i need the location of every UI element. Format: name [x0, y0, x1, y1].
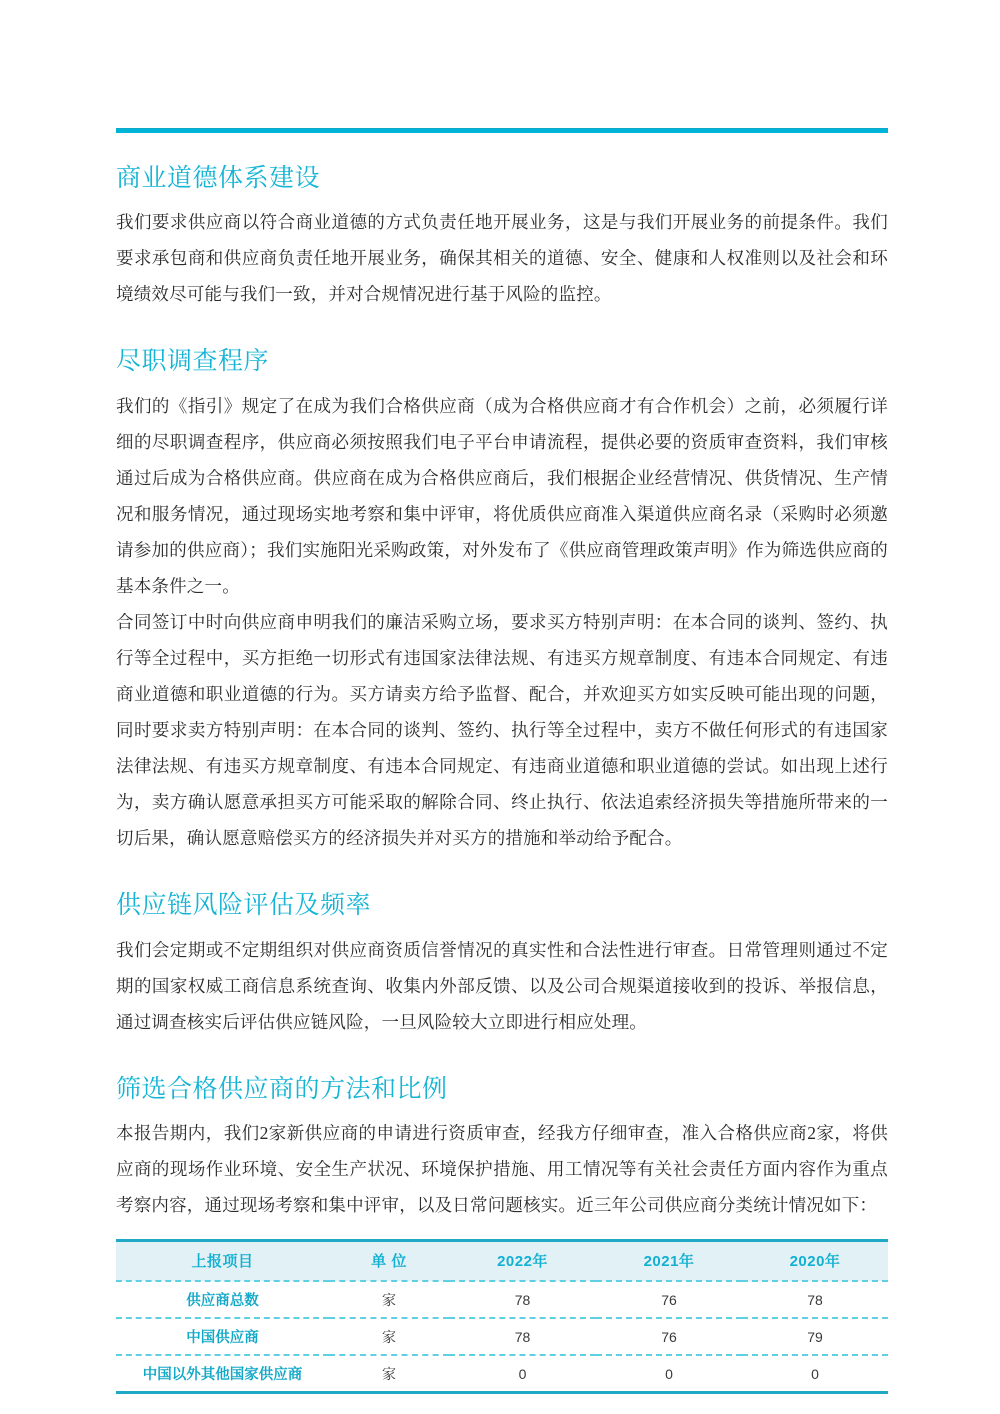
header-divider-rule: [116, 128, 888, 133]
supplier-statistics-table: [116, 1239, 888, 1394]
section-heading: 商业道德体系建设: [116, 164, 321, 192]
section-heading: 尽职调查程序: [116, 347, 270, 376]
section-paragraph: 本报告期内，我们2家新供应商的申请进行资质审查，经我方仔细审查，准入合格供应商2家，将供应商的现场作业环境、安全生产状况、环境保护措施、用工情况等有关社会责任方面内容作为重点考察内容，通过现场考察和集中评审，以及日常问题核实。近三年公司供应商分类统计情况如下：: [116, 1122, 888, 1215]
table-cell-2022: 78: [449, 1318, 596, 1355]
supplier-statistics-table-wrapper: [116, 1239, 888, 1394]
table-cell-2021: 76: [596, 1318, 742, 1355]
table-cell-2020: 79: [742, 1318, 888, 1355]
section-supplier-screening: [116, 1074, 888, 1394]
table-header-2022: 2022年: [449, 1241, 596, 1282]
table-cell-2020: 78: [742, 1281, 888, 1318]
page-content: [116, 128, 888, 1394]
table-cell-unit: 家: [329, 1318, 449, 1355]
table-row: [116, 1281, 888, 1318]
table-row: [116, 1318, 888, 1355]
section-business-ethics: [116, 163, 888, 312]
section-heading: 筛选合格供应商的方法和比例: [116, 1074, 448, 1103]
table-header-unit: 单 位: [329, 1241, 449, 1282]
table-header-2021: 2021年: [596, 1241, 742, 1282]
table-cell-item: 中国供应商: [116, 1318, 329, 1355]
table-cell-item: 供应商总数: [116, 1281, 329, 1318]
table-header: [116, 1241, 888, 1282]
table-cell-2022: 0: [449, 1355, 596, 1393]
section-heading: 供应链风险评估及频率: [116, 891, 372, 920]
table-header-item: 上报项目: [116, 1241, 329, 1282]
table-cell-2020: 0: [742, 1355, 888, 1393]
section-supply-chain-risk: [116, 890, 888, 1039]
section-paragraph: 合同签订中时向供应商申明我们的廉洁采购立场，要求买方特别声明：在本合同的谈判、签约、执行等全过程中，买方拒绝一切形式有违国家法律法规、有违买方规章制度、有违本合同规定、有违商业道德和职业道德的行为。买方请卖方给予监督、配合，并欢迎买方如实反映可能出现的问题，同时要求卖方特别声明：在本合同的谈判、签约、执行等全过程中，卖方不做任何形式的有违国家法律法规、有违买方规章制度、有违本合同规定、有违商业道德和职业道德的尝试。如出现上述行为，卖方确认愿意承担买方可能采取的解除合同、终止执行、依法追索经济损失等措施所带来的一切后果，确认愿意赔偿买方的经济损失并对买方的措施和举动给予配合。: [116, 611, 888, 849]
table-cell-unit: 家: [329, 1355, 449, 1393]
table-header-row: [116, 1241, 888, 1282]
table-row: [116, 1355, 888, 1393]
table-cell-2022: 78: [449, 1281, 596, 1318]
table-cell-item: 中国以外其他国家供应商: [116, 1355, 329, 1393]
table-cell-2021: 0: [596, 1355, 742, 1393]
table-body: [116, 1281, 888, 1393]
table-cell-unit: 家: [329, 1281, 449, 1318]
section-paragraph: 我们会定期或不定期组织对供应商资质信誉情况的真实性和合法性进行审查。日常管理则通过不定期的国家权威工商信息系统查询、收集内外部反馈、以及公司合规渠道接收到的投诉、举报信息，通过调查核实后评估供应链风险，一旦风险较大立即进行相应处理。: [116, 939, 888, 1032]
section-due-diligence: [116, 346, 888, 856]
section-paragraph: 我们的《指引》规定了在成为我们合格供应商（成为合格供应商才有合作机会）之前，必须履行详细的尽职调查程序，供应商必须按照我们电子平台申请流程，提供必要的资质审查资料，我们审核通过后成为合格供应商。供应商在成为合格供应商后，我们根据企业经营情况、供货情况、生产情况和服务情况，通过现场实地考察和集中评审，将优质供应商准入渠道供应商名录（采购时必须邀请参加的供应商）；我们实施阳光采购政策，对外发布了《供应商管理政策声明》作为筛选供应商的基本条件之一。: [116, 395, 888, 596]
table-cell-2021: 76: [596, 1281, 742, 1318]
table-header-2020: 2020年: [742, 1241, 888, 1282]
section-paragraph: 我们要求供应商以符合商业道德的方式负责任地开展业务，这是与我们开展业务的前提条件。我们要求承包商和供应商负责任地开展业务，确保其相关的道德、安全、健康和人权准则以及社会和环境绩效尽可能与我们一致，并对合规情况进行基于风险的监控。: [116, 212, 888, 305]
